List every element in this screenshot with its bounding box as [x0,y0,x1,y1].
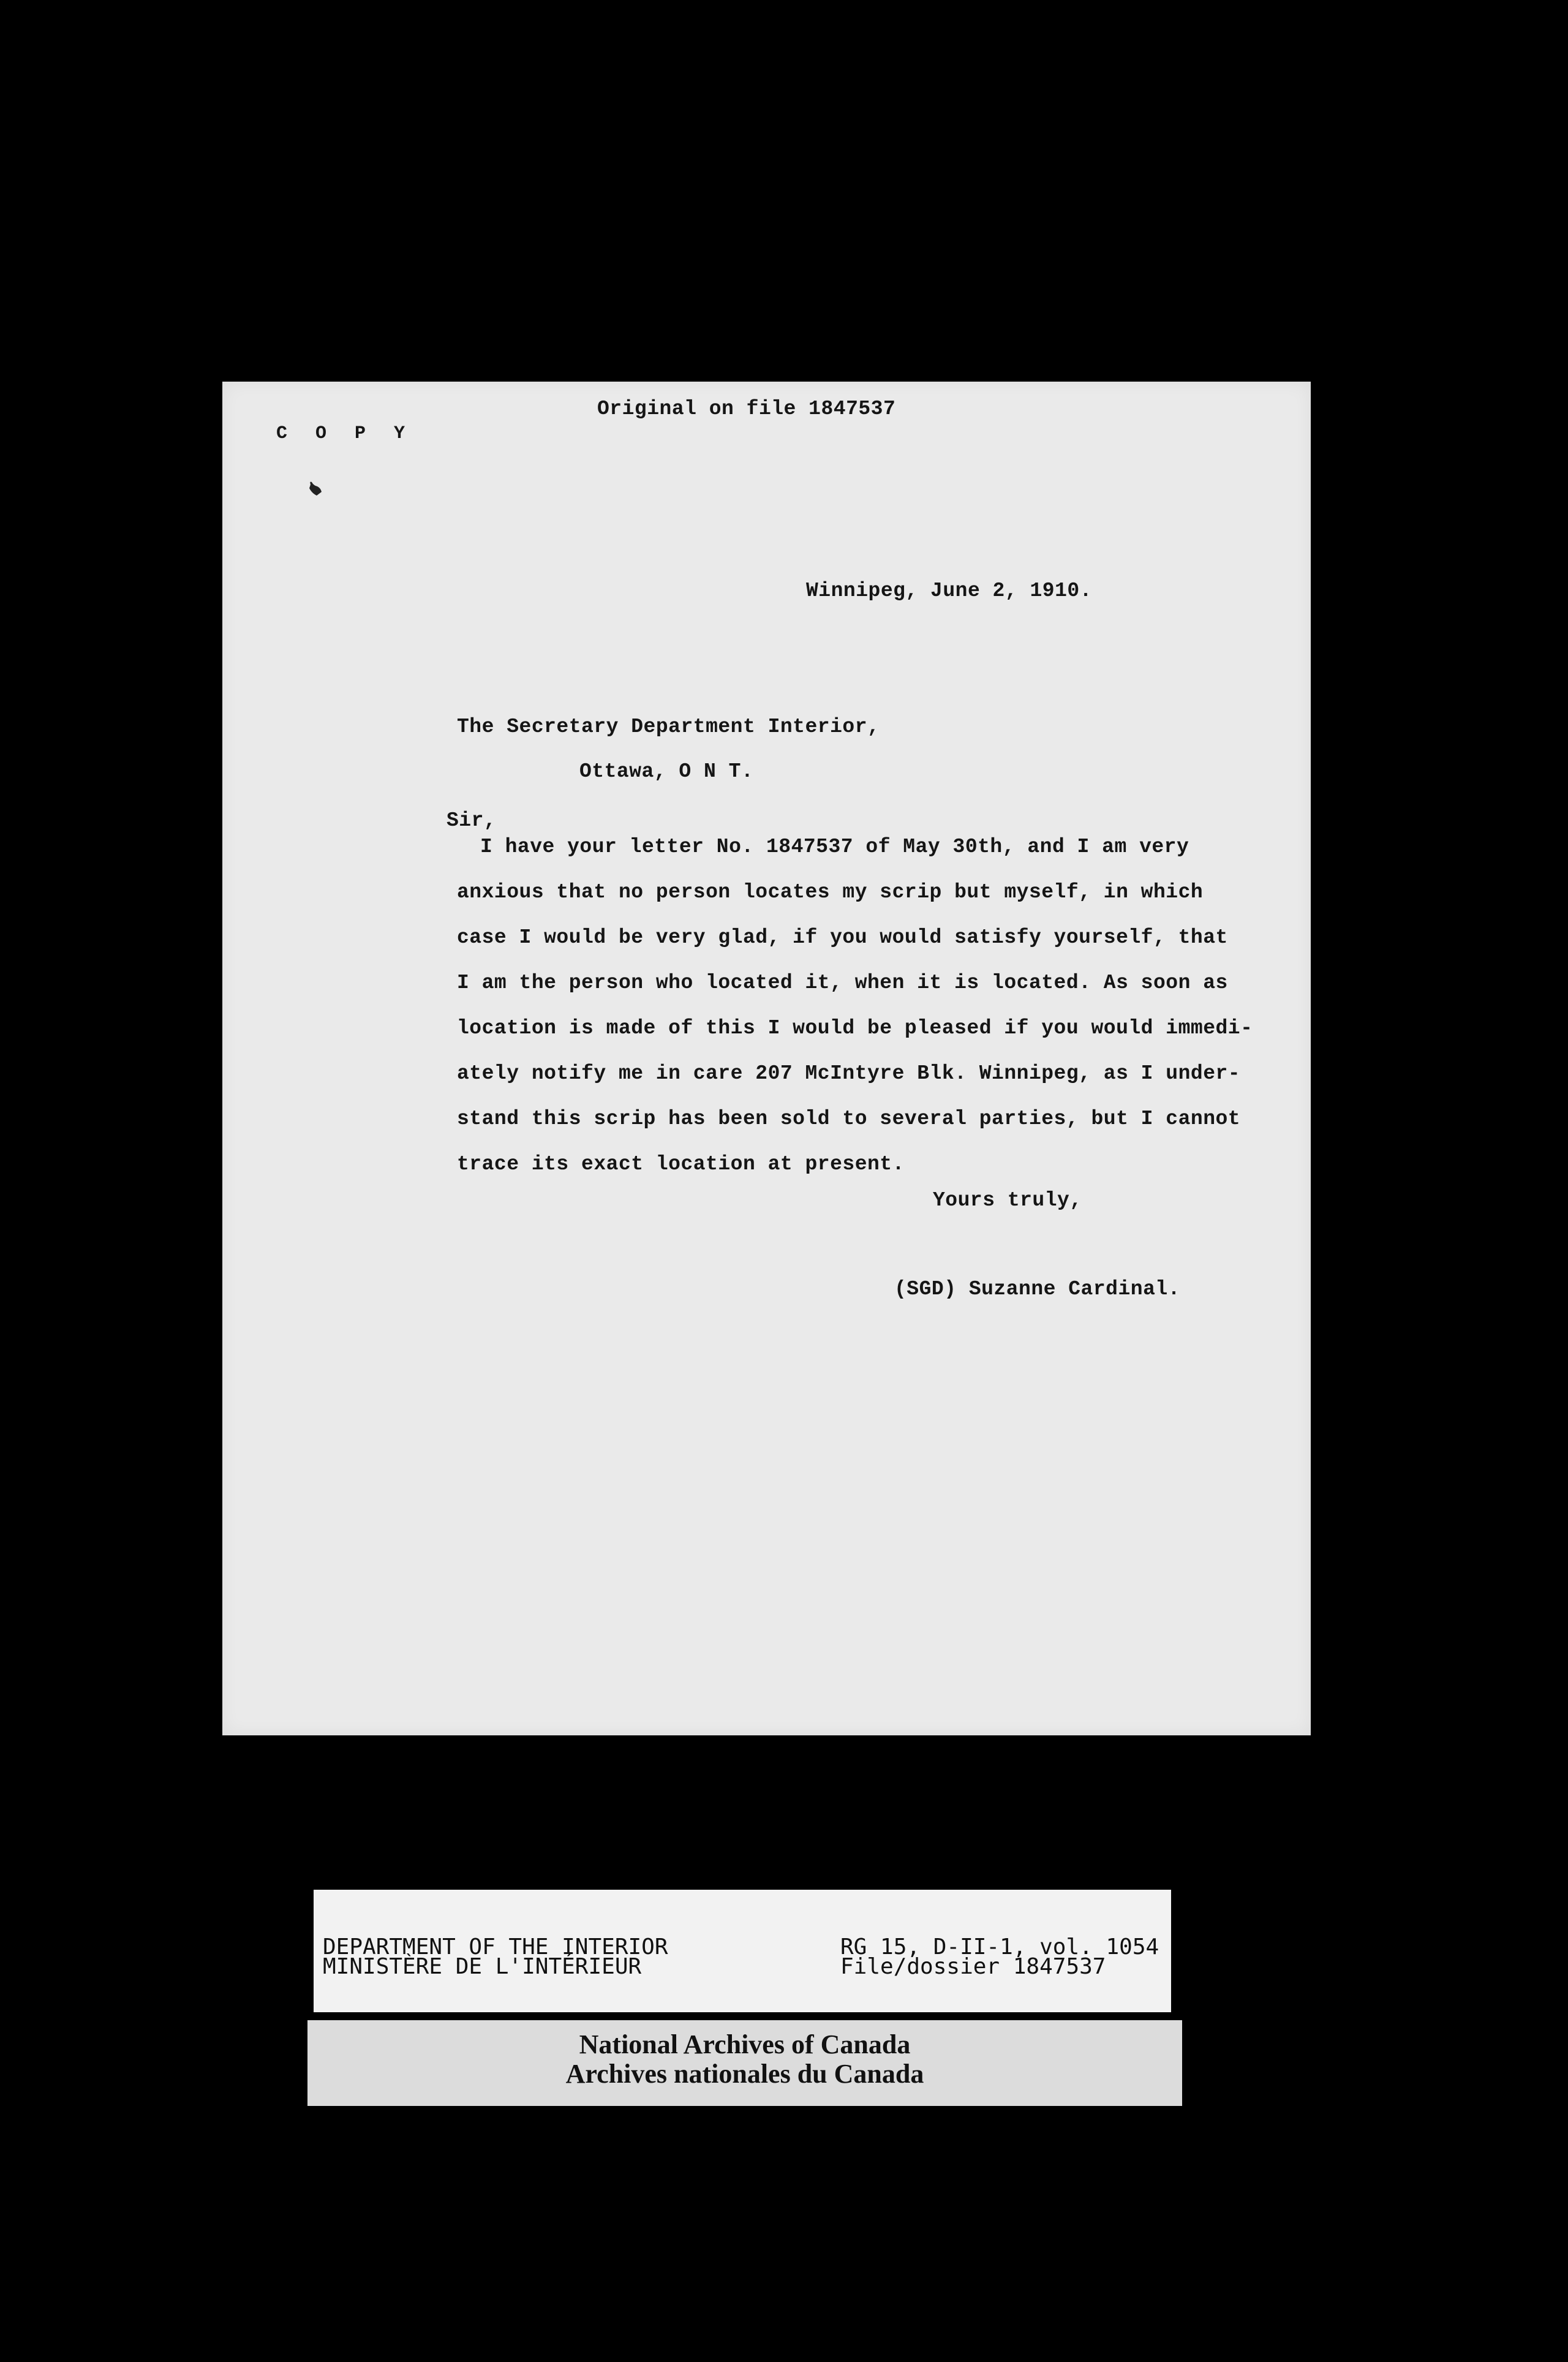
addressee-line-1: The Secretary Department Interior, [457,715,880,738]
copy-mark: C O P Y [276,423,414,444]
closing: Yours truly, [933,1189,1082,1212]
archives-name-en: National Archives of Canada [579,2029,911,2059]
body-line: location is made of this I would be pleased if you would immedi- [457,1017,1253,1040]
body-line: trace its exact location at present. [457,1153,905,1175]
file-reference: File/dossier 1847537 [840,1954,1106,1979]
ink-smudge-icon [308,480,324,498]
body-line: anxious that no person locates my scrip but myself, in which [457,881,1204,904]
date-line: Winnipeg, June 2, 1910. [806,579,1092,602]
body-line: stand this scrip has been sold to several parties, but I cannot [457,1107,1241,1130]
letter-page [222,382,1311,1735]
body-line: I have your letter No. 1847537 of May 30th, and I am very [480,836,1189,858]
salutation: Sir, [447,809,497,832]
original-file-note: Original on file 1847537 [597,398,896,420]
body-line: case I would be very glad, if you would satisfy yourself, that [457,926,1228,949]
body-line: I am the person who located it, when it is located. As soon as [457,972,1228,994]
addressee-line-2: Ottawa, O N T. [579,760,754,783]
body-line: ately notify me in care 207 McIntyre Blk. Winnipeg, as I under- [457,1062,1241,1085]
archives-banner [307,2020,1182,2106]
department-name-fr: MINISTÈRE DE L'INTÉRIEUR [323,1954,642,1979]
record-group-reference: RG 15, D-II-1, vol. 1054 [840,1934,1159,1960]
signature-line: (SGD) Suzanne Cardinal. [894,1278,1180,1300]
letter-body [457,824,1314,1187]
archive-reference-label [314,1890,1171,2012]
department-name-en: DEPARTMENT OF THE INTERIOR [323,1934,668,1960]
archives-name-fr: Archives nationales du Canada [565,2059,924,2089]
